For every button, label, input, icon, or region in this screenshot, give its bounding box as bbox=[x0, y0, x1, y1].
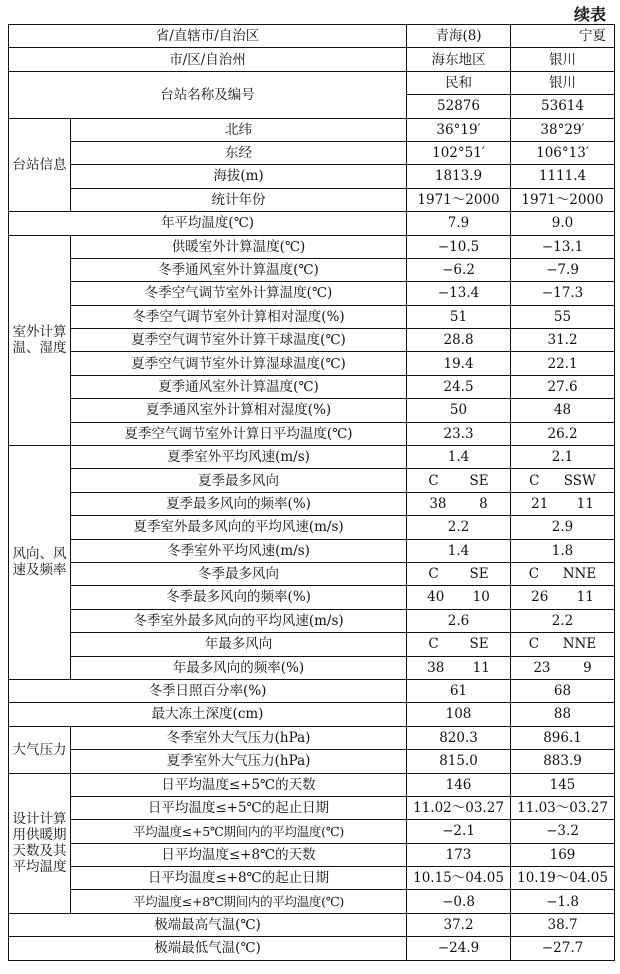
header-row-province bbox=[9, 25, 615, 48]
value-cell-2: −7.9 bbox=[511, 258, 615, 281]
value-cell-1 bbox=[407, 492, 511, 515]
table-row bbox=[9, 726, 615, 749]
row-label: 最大冻土深度(cm) bbox=[9, 703, 407, 726]
climate-data-table bbox=[8, 24, 615, 961]
value-cell-1: 28.8 bbox=[407, 329, 511, 352]
value-part: 21 bbox=[531, 495, 549, 512]
table-row bbox=[9, 352, 615, 375]
value-cell-2: 2.9 bbox=[511, 516, 615, 539]
value-part: C bbox=[529, 472, 540, 489]
row-label: 冬季最多风向的频率(%) bbox=[71, 586, 407, 609]
row-label: 统计年份 bbox=[71, 188, 407, 211]
station-no-2: 53614 bbox=[511, 95, 615, 118]
province-2: 宁夏 bbox=[511, 25, 615, 48]
row-label: 夏季空气调节室外计算湿球温度(℃) bbox=[71, 352, 407, 375]
value-cell-2: 896.1 bbox=[511, 726, 615, 749]
group-wind: 风向、风速及频率 bbox=[9, 446, 71, 680]
row-label: 冬季最多风向 bbox=[71, 562, 407, 585]
value-part: C bbox=[428, 566, 439, 583]
value-cell-1: 50 bbox=[407, 399, 511, 422]
table-row bbox=[9, 890, 615, 913]
row-label: 海拔(m) bbox=[71, 165, 407, 188]
row-label: 东经 bbox=[71, 141, 407, 164]
value-cell-1: −0.8 bbox=[407, 890, 511, 913]
row-label: 平均温度≤+8℃期间内的平均温度(℃) bbox=[71, 890, 407, 913]
value-cell-2 bbox=[511, 492, 615, 515]
value-cell-1: 1971～2000 bbox=[407, 188, 511, 211]
value-part: SE bbox=[469, 472, 489, 489]
table-row bbox=[9, 305, 615, 328]
value-cell-2: −13.1 bbox=[511, 235, 615, 258]
value-part: 23 bbox=[533, 659, 551, 676]
value-cell-1: 24.5 bbox=[407, 375, 511, 398]
value-cell-1: 11.02～03.27 bbox=[407, 796, 511, 819]
value-cell-2: 68 bbox=[511, 679, 615, 702]
row-label: 冬季室外最多风向的平均风速(m/s) bbox=[71, 609, 407, 632]
province-label: 省/直辖市/自治区 bbox=[9, 25, 407, 48]
station-label: 台站名称及编号 bbox=[9, 71, 407, 118]
value-cell-1: −6.2 bbox=[407, 258, 511, 281]
table-row bbox=[9, 820, 615, 843]
table-row bbox=[9, 679, 615, 702]
value-cell-2 bbox=[511, 633, 615, 656]
table-row bbox=[9, 141, 615, 164]
station-no-1: 52876 bbox=[407, 95, 511, 118]
value-cell-1: 7.9 bbox=[407, 212, 511, 235]
value-cell-1: 108 bbox=[407, 703, 511, 726]
value-cell-1 bbox=[407, 469, 511, 492]
value-cell-1: 1.4 bbox=[407, 446, 511, 469]
city-2: 银川 bbox=[511, 48, 615, 71]
table-row bbox=[9, 867, 615, 890]
value-part: 38 bbox=[427, 659, 445, 676]
row-label: 冬季通风室外计算温度(℃) bbox=[71, 258, 407, 281]
value-cell-2: 26.2 bbox=[511, 422, 615, 445]
value-cell-2 bbox=[511, 469, 615, 492]
table-row bbox=[9, 212, 615, 235]
table-row bbox=[9, 703, 615, 726]
value-cell-1: −2.1 bbox=[407, 820, 511, 843]
value-part: C bbox=[428, 472, 439, 489]
row-label: 夏季通风室外计算相对湿度(%) bbox=[71, 399, 407, 422]
table-row bbox=[9, 773, 615, 796]
row-label: 年最多风向的频率(%) bbox=[71, 656, 407, 679]
value-cell-1: 815.0 bbox=[407, 750, 511, 773]
row-label: 夏季室外大气压力(hPa) bbox=[71, 750, 407, 773]
value-cell-2 bbox=[511, 586, 615, 609]
value-cell-1: 51 bbox=[407, 305, 511, 328]
value-cell-2: −3.2 bbox=[511, 820, 615, 843]
value-part: 40 bbox=[427, 589, 445, 606]
row-label: 北纬 bbox=[71, 118, 407, 141]
row-label: 日平均温度≤+8℃的天数 bbox=[71, 843, 407, 866]
row-label: 夏季最多风向的频率(%) bbox=[71, 492, 407, 515]
value-cell-2: 10.19～04.05 bbox=[511, 867, 615, 890]
value-cell-2: 55 bbox=[511, 305, 615, 328]
value-cell-1: 23.3 bbox=[407, 422, 511, 445]
row-label: 日平均温度≤+5℃的起止日期 bbox=[71, 796, 407, 819]
value-cell-1: −13.4 bbox=[407, 282, 511, 305]
table-row bbox=[9, 446, 615, 469]
row-label: 平均温度≤+5℃期间内的平均温度(℃) bbox=[71, 820, 407, 843]
value-cell-1 bbox=[407, 656, 511, 679]
header-row-station-name bbox=[9, 71, 615, 94]
value-cell-2: 9.0 bbox=[511, 212, 615, 235]
table-row bbox=[9, 492, 615, 515]
value-cell-2: 11.03～03.27 bbox=[511, 796, 615, 819]
table-row bbox=[9, 843, 615, 866]
value-cell-1: 2.6 bbox=[407, 609, 511, 632]
table-row bbox=[9, 165, 615, 188]
value-cell-1: 1813.9 bbox=[407, 165, 511, 188]
row-label: 冬季空气调节室外计算相对湿度(%) bbox=[71, 305, 407, 328]
value-cell-1: 173 bbox=[407, 843, 511, 866]
value-cell-2: −1.8 bbox=[511, 890, 615, 913]
value-cell-1: 61 bbox=[407, 679, 511, 702]
row-label: 冬季空气调节室外计算温度(℃) bbox=[71, 282, 407, 305]
continued-label: 续表 bbox=[573, 5, 606, 24]
row-label: 夏季通风室外计算温度(℃) bbox=[71, 375, 407, 398]
value-cell-1: 36°19′ bbox=[407, 118, 511, 141]
value-part: 11 bbox=[576, 589, 594, 606]
value-cell-2: 1.8 bbox=[511, 539, 615, 562]
table-row bbox=[9, 235, 615, 258]
value-cell-2 bbox=[511, 656, 615, 679]
row-label: 极端最高气温(℃) bbox=[9, 913, 407, 936]
table-row bbox=[9, 516, 615, 539]
group-station-info: 台站信息 bbox=[9, 118, 71, 212]
table-row bbox=[9, 329, 615, 352]
value-cell-1: −24.9 bbox=[407, 937, 511, 960]
group-pressure: 大气压力 bbox=[9, 726, 71, 773]
value-cell-2: 27.6 bbox=[511, 375, 615, 398]
value-cell-1: 10.15～04.05 bbox=[407, 867, 511, 890]
value-part: NNE bbox=[562, 636, 597, 653]
value-cell-2: 22.1 bbox=[511, 352, 615, 375]
station-name-1: 民和 bbox=[407, 71, 511, 94]
row-label: 冬季日照百分率(%) bbox=[9, 679, 407, 702]
group-heating: 设计计算用供暖期天数及其平均温度 bbox=[9, 773, 71, 913]
table-row bbox=[9, 609, 615, 632]
value-cell-2: 2.1 bbox=[511, 446, 615, 469]
value-part: 10 bbox=[472, 589, 490, 606]
header-row-city bbox=[9, 48, 615, 71]
value-part: 9 bbox=[583, 659, 592, 676]
row-label: 冬季室外平均风速(m/s) bbox=[71, 539, 407, 562]
value-cell-2: −27.7 bbox=[511, 937, 615, 960]
value-cell-1 bbox=[407, 562, 511, 585]
value-cell-1: 820.3 bbox=[407, 726, 511, 749]
value-cell-2 bbox=[511, 562, 615, 585]
table-row bbox=[9, 937, 615, 960]
row-label: 冬季室外大气压力(hPa) bbox=[71, 726, 407, 749]
table-row bbox=[9, 750, 615, 773]
value-cell-1: 146 bbox=[407, 773, 511, 796]
value-cell-2: 1971～2000 bbox=[511, 188, 615, 211]
value-part: 11 bbox=[472, 659, 490, 676]
value-cell-2: 106°13′ bbox=[511, 141, 615, 164]
city-1: 海东地区 bbox=[407, 48, 511, 71]
row-label: 夏季空气调节室外计算干球温度(℃) bbox=[71, 329, 407, 352]
row-label: 极端最低气温(℃) bbox=[9, 937, 407, 960]
row-label: 日平均温度≤+5℃的天数 bbox=[71, 773, 407, 796]
table-row bbox=[9, 118, 615, 141]
table-row bbox=[9, 586, 615, 609]
value-part: 38 bbox=[429, 495, 447, 512]
value-cell-1 bbox=[407, 586, 511, 609]
row-label: 年平均温度(℃) bbox=[9, 212, 407, 235]
value-part: SE bbox=[469, 636, 489, 653]
row-label: 夏季最多风向 bbox=[71, 469, 407, 492]
value-cell-1: 1.4 bbox=[407, 539, 511, 562]
value-cell-1: 102°51′ bbox=[407, 141, 511, 164]
table-row bbox=[9, 633, 615, 656]
value-cell-1 bbox=[407, 633, 511, 656]
row-label: 夏季室外最多风向的平均风速(m/s) bbox=[71, 516, 407, 539]
value-cell-2: 31.2 bbox=[511, 329, 615, 352]
value-part: C bbox=[528, 566, 540, 583]
value-cell-2: 883.9 bbox=[511, 750, 615, 773]
table-row bbox=[9, 375, 615, 398]
row-label: 夏季室外平均风速(m/s) bbox=[71, 446, 407, 469]
city-label: 市/区/自治州 bbox=[9, 48, 407, 71]
table-row bbox=[9, 258, 615, 281]
row-label: 年最多风向 bbox=[71, 633, 407, 656]
table-row bbox=[9, 913, 615, 936]
group-outdoor-calc: 室外计算温、湿度 bbox=[9, 235, 71, 446]
row-label: 日平均温度≤+8℃的起止日期 bbox=[71, 867, 407, 890]
value-cell-1: −10.5 bbox=[407, 235, 511, 258]
station-name-2: 银川 bbox=[511, 71, 615, 94]
table-row bbox=[9, 422, 615, 445]
row-label: 夏季空气调节室外计算日平均温度(℃) bbox=[71, 422, 407, 445]
table-row bbox=[9, 469, 615, 492]
value-part: 8 bbox=[479, 495, 488, 512]
row-label: 供暖室外计算温度(℃) bbox=[71, 235, 407, 258]
value-part: C bbox=[428, 636, 439, 653]
value-cell-2: 2.2 bbox=[511, 609, 615, 632]
table-row bbox=[9, 282, 615, 305]
table-row bbox=[9, 399, 615, 422]
table-row bbox=[9, 656, 615, 679]
value-part: SSW bbox=[563, 472, 596, 489]
value-cell-2: 48 bbox=[511, 399, 615, 422]
table-row bbox=[9, 188, 615, 211]
table-row bbox=[9, 539, 615, 562]
value-cell-1: 19.4 bbox=[407, 352, 511, 375]
value-part: SE bbox=[469, 566, 489, 583]
value-cell-2: −17.3 bbox=[511, 282, 615, 305]
table-row bbox=[9, 796, 615, 819]
table-row bbox=[9, 562, 615, 585]
value-cell-2: 145 bbox=[511, 773, 615, 796]
value-cell-2: 38°29′ bbox=[511, 118, 615, 141]
value-part: 26 bbox=[531, 589, 549, 606]
value-cell-1: 2.2 bbox=[407, 516, 511, 539]
value-part: 11 bbox=[576, 495, 594, 512]
value-cell-2: 1111.4 bbox=[511, 165, 615, 188]
value-cell-2: 38.7 bbox=[511, 913, 615, 936]
value-cell-2: 169 bbox=[511, 843, 615, 866]
province-1: 青海(8) bbox=[407, 25, 511, 48]
value-cell-1: 37.2 bbox=[407, 913, 511, 936]
value-cell-2: 88 bbox=[511, 703, 615, 726]
value-part: NNE bbox=[562, 566, 597, 583]
value-part: C bbox=[528, 636, 540, 653]
